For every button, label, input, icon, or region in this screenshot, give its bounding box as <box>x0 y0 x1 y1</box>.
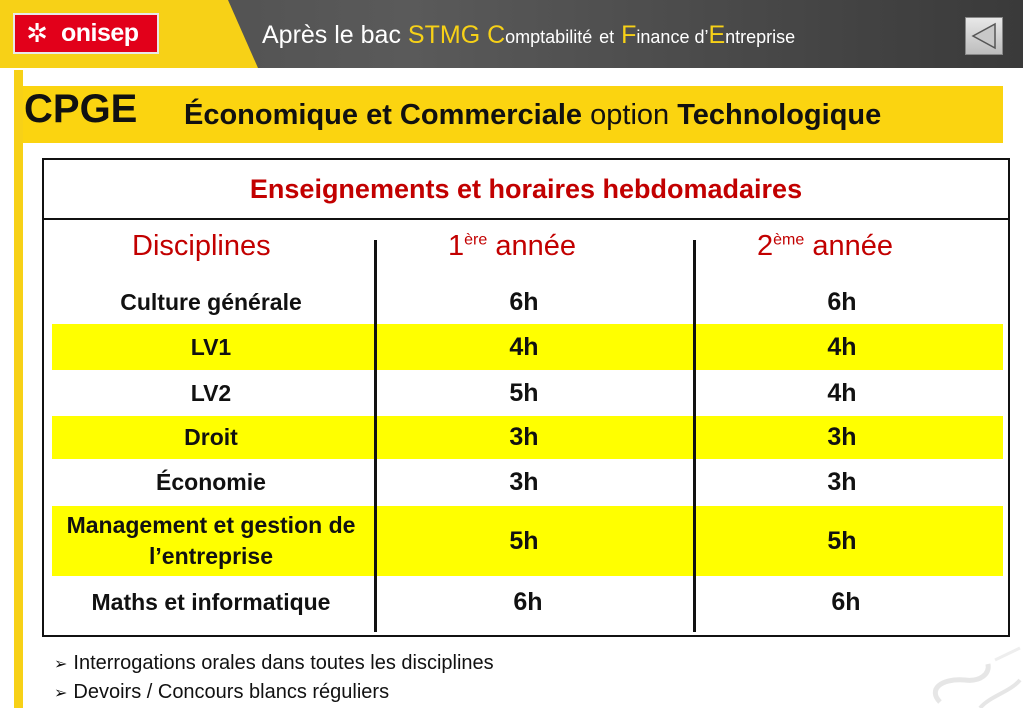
list-item: ➢ Devoirs / Concours blancs réguliers <box>54 681 390 703</box>
discipline-cell: LV2 <box>190 379 232 406</box>
table-row <box>52 506 1003 576</box>
table-heading: Enseignements et horaires hebdomadaires <box>44 160 1008 220</box>
banner-title: Après le bac STMG Comptabilité et Finance d’Entreprise <box>262 21 796 49</box>
discipline-cell: LV1 <box>190 333 232 360</box>
year2-hours-cell: 3h <box>827 468 857 496</box>
discipline-cell: Droit <box>184 424 238 450</box>
logo-wordmark: onisep <box>59 15 157 52</box>
discipline-cell: Culture générale <box>120 288 302 315</box>
notes-list <box>54 649 494 707</box>
table-row <box>52 280 1003 324</box>
year1-hours-cell: 3h <box>509 423 539 451</box>
discipline-cell: Management et gestion de l’entreprise <box>66 512 356 569</box>
page-title: CPGE <box>24 87 138 131</box>
year2-hours-cell: 5h <box>827 526 857 555</box>
back-arrow-icon <box>969 21 999 51</box>
table-row <box>52 576 1003 628</box>
year2-hours-cell: 6h <box>831 587 861 616</box>
year2-hours-cell: 4h <box>827 332 857 361</box>
column-header-year1: 1ère année <box>448 230 576 262</box>
onisep-star-icon: ✲ <box>15 15 59 52</box>
table-row <box>52 370 1003 416</box>
arrow-bullet-icon: ➢ <box>54 683 68 702</box>
year1-hours-cell: 6h <box>509 287 539 316</box>
onisep-logo[interactable] <box>13 13 159 54</box>
decorative-swirl-icon <box>920 640 1023 708</box>
year2-hours-cell: 6h <box>827 287 857 316</box>
column-header-disciplines: Disciplines <box>132 230 271 262</box>
year1-hours-cell: 6h <box>513 587 543 616</box>
year2-hours-cell: 3h <box>827 423 857 451</box>
column-header-year2: 2ème année <box>757 230 893 262</box>
year2-hours-cell: 4h <box>827 378 857 407</box>
year1-hours-cell: 5h <box>509 526 539 555</box>
table-row <box>52 416 1003 459</box>
table-row <box>52 324 1003 370</box>
discipline-cell: Maths et informatique <box>91 588 331 615</box>
schedule-table <box>42 158 1010 637</box>
column-divider <box>374 240 377 632</box>
year1-hours-cell: 3h <box>509 468 539 496</box>
year1-hours-cell: 5h <box>509 378 539 407</box>
list-item: ➢ Interrogations orales dans toutes les disciplines <box>54 652 494 674</box>
discipline-cell: Économie <box>156 469 266 495</box>
arrow-bullet-icon: ➢ <box>54 654 68 673</box>
table-row <box>52 459 1003 506</box>
column-divider <box>693 240 696 632</box>
left-accent-stripe <box>14 70 23 708</box>
year1-hours-cell: 4h <box>509 332 539 361</box>
page-subtitle: Économique et Commerciale option Technologique <box>184 99 882 131</box>
back-button[interactable] <box>965 17 1003 55</box>
